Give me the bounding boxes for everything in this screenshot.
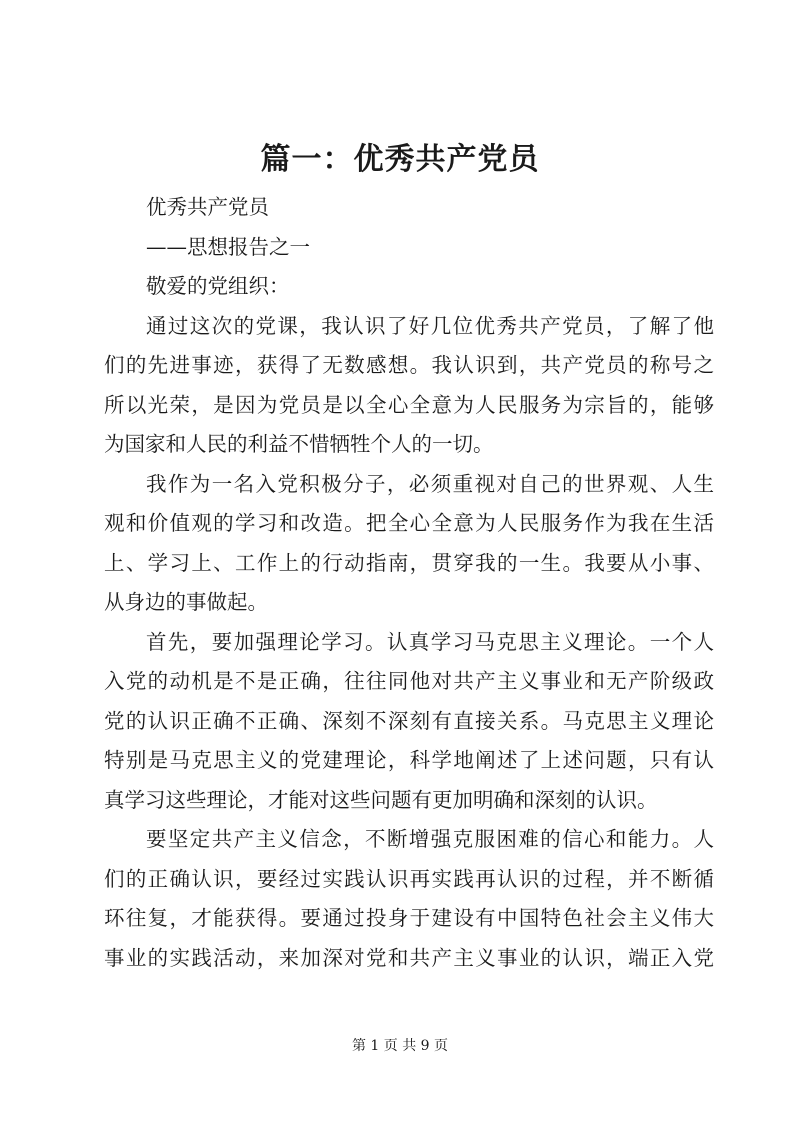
- page-footer: 第 1 页 共 9 页: [351, 1038, 449, 1054]
- paragraph-line: 党的认识正确不正确、深刻不深刻有直接关系。马克思主义理论: [104, 708, 714, 733]
- subtitle-series-line: ——思想报告之一: [146, 234, 310, 259]
- subtitle-line: 优秀共产党员: [146, 195, 269, 219]
- document-title: 篇一：优秀共产党员: [260, 142, 540, 177]
- paragraph-line: 环往复，才能获得。要通过投身于建设有中国特色社会主义伟大: [104, 906, 714, 930]
- paragraph-line: 通过这次的党课，我认识了好几位优秀共产党员，了解了他: [146, 313, 714, 338]
- paragraph-line: 我作为一名入党积极分子，必须重视对自己的世界观、人生: [146, 471, 714, 496]
- paragraph-line: 首先，要加强理论学习。认真学习马克思主义理论。一个人: [146, 629, 714, 654]
- salutation-line: 敬爱的党组织：: [146, 274, 290, 298]
- paragraph-line: 事业的实践活动，来加深对党和共产主义事业的认识，端正入党: [104, 945, 714, 970]
- paragraph-line: 真学习这些理论，才能对这些问题有更加明确和深刻的认识。: [104, 787, 658, 812]
- paragraph-line: 上、学习上、工作上的行动指南，贯穿我的一生。我要从小事、: [104, 550, 714, 575]
- paragraph-line: 们的先进事迹，获得了无数感想。我认识到，共产党员的称号之: [104, 353, 714, 377]
- paragraph-line: 要坚定共产主义信念，不断增强克服困难的信心和能力。人: [146, 827, 714, 851]
- document-body: [104, 188, 714, 978]
- paragraph-line: 特别是马克思主义的党建理论，科学地阐述了上述问题，只有认: [104, 748, 714, 772]
- paragraph-line: 入党的动机是不是正确，往往同他对共产主义事业和无产阶级政: [104, 669, 714, 693]
- paragraph-line: 所以光荣，是因为党员是以全心全意为人民服务为宗旨的，能够: [104, 392, 714, 417]
- paragraph-line: 从身边的事做起。: [104, 590, 268, 614]
- paragraph-line: 们的正确认识，要经过实践认识再实践再认识的过程，并不断循: [104, 866, 714, 891]
- paragraph-line: 观和价值观的学习和改造。把全心全意为人民服务作为我在生活: [104, 511, 714, 535]
- paragraph-line: 为国家和人民的利益不惜牺牲个人的一切。: [104, 432, 494, 456]
